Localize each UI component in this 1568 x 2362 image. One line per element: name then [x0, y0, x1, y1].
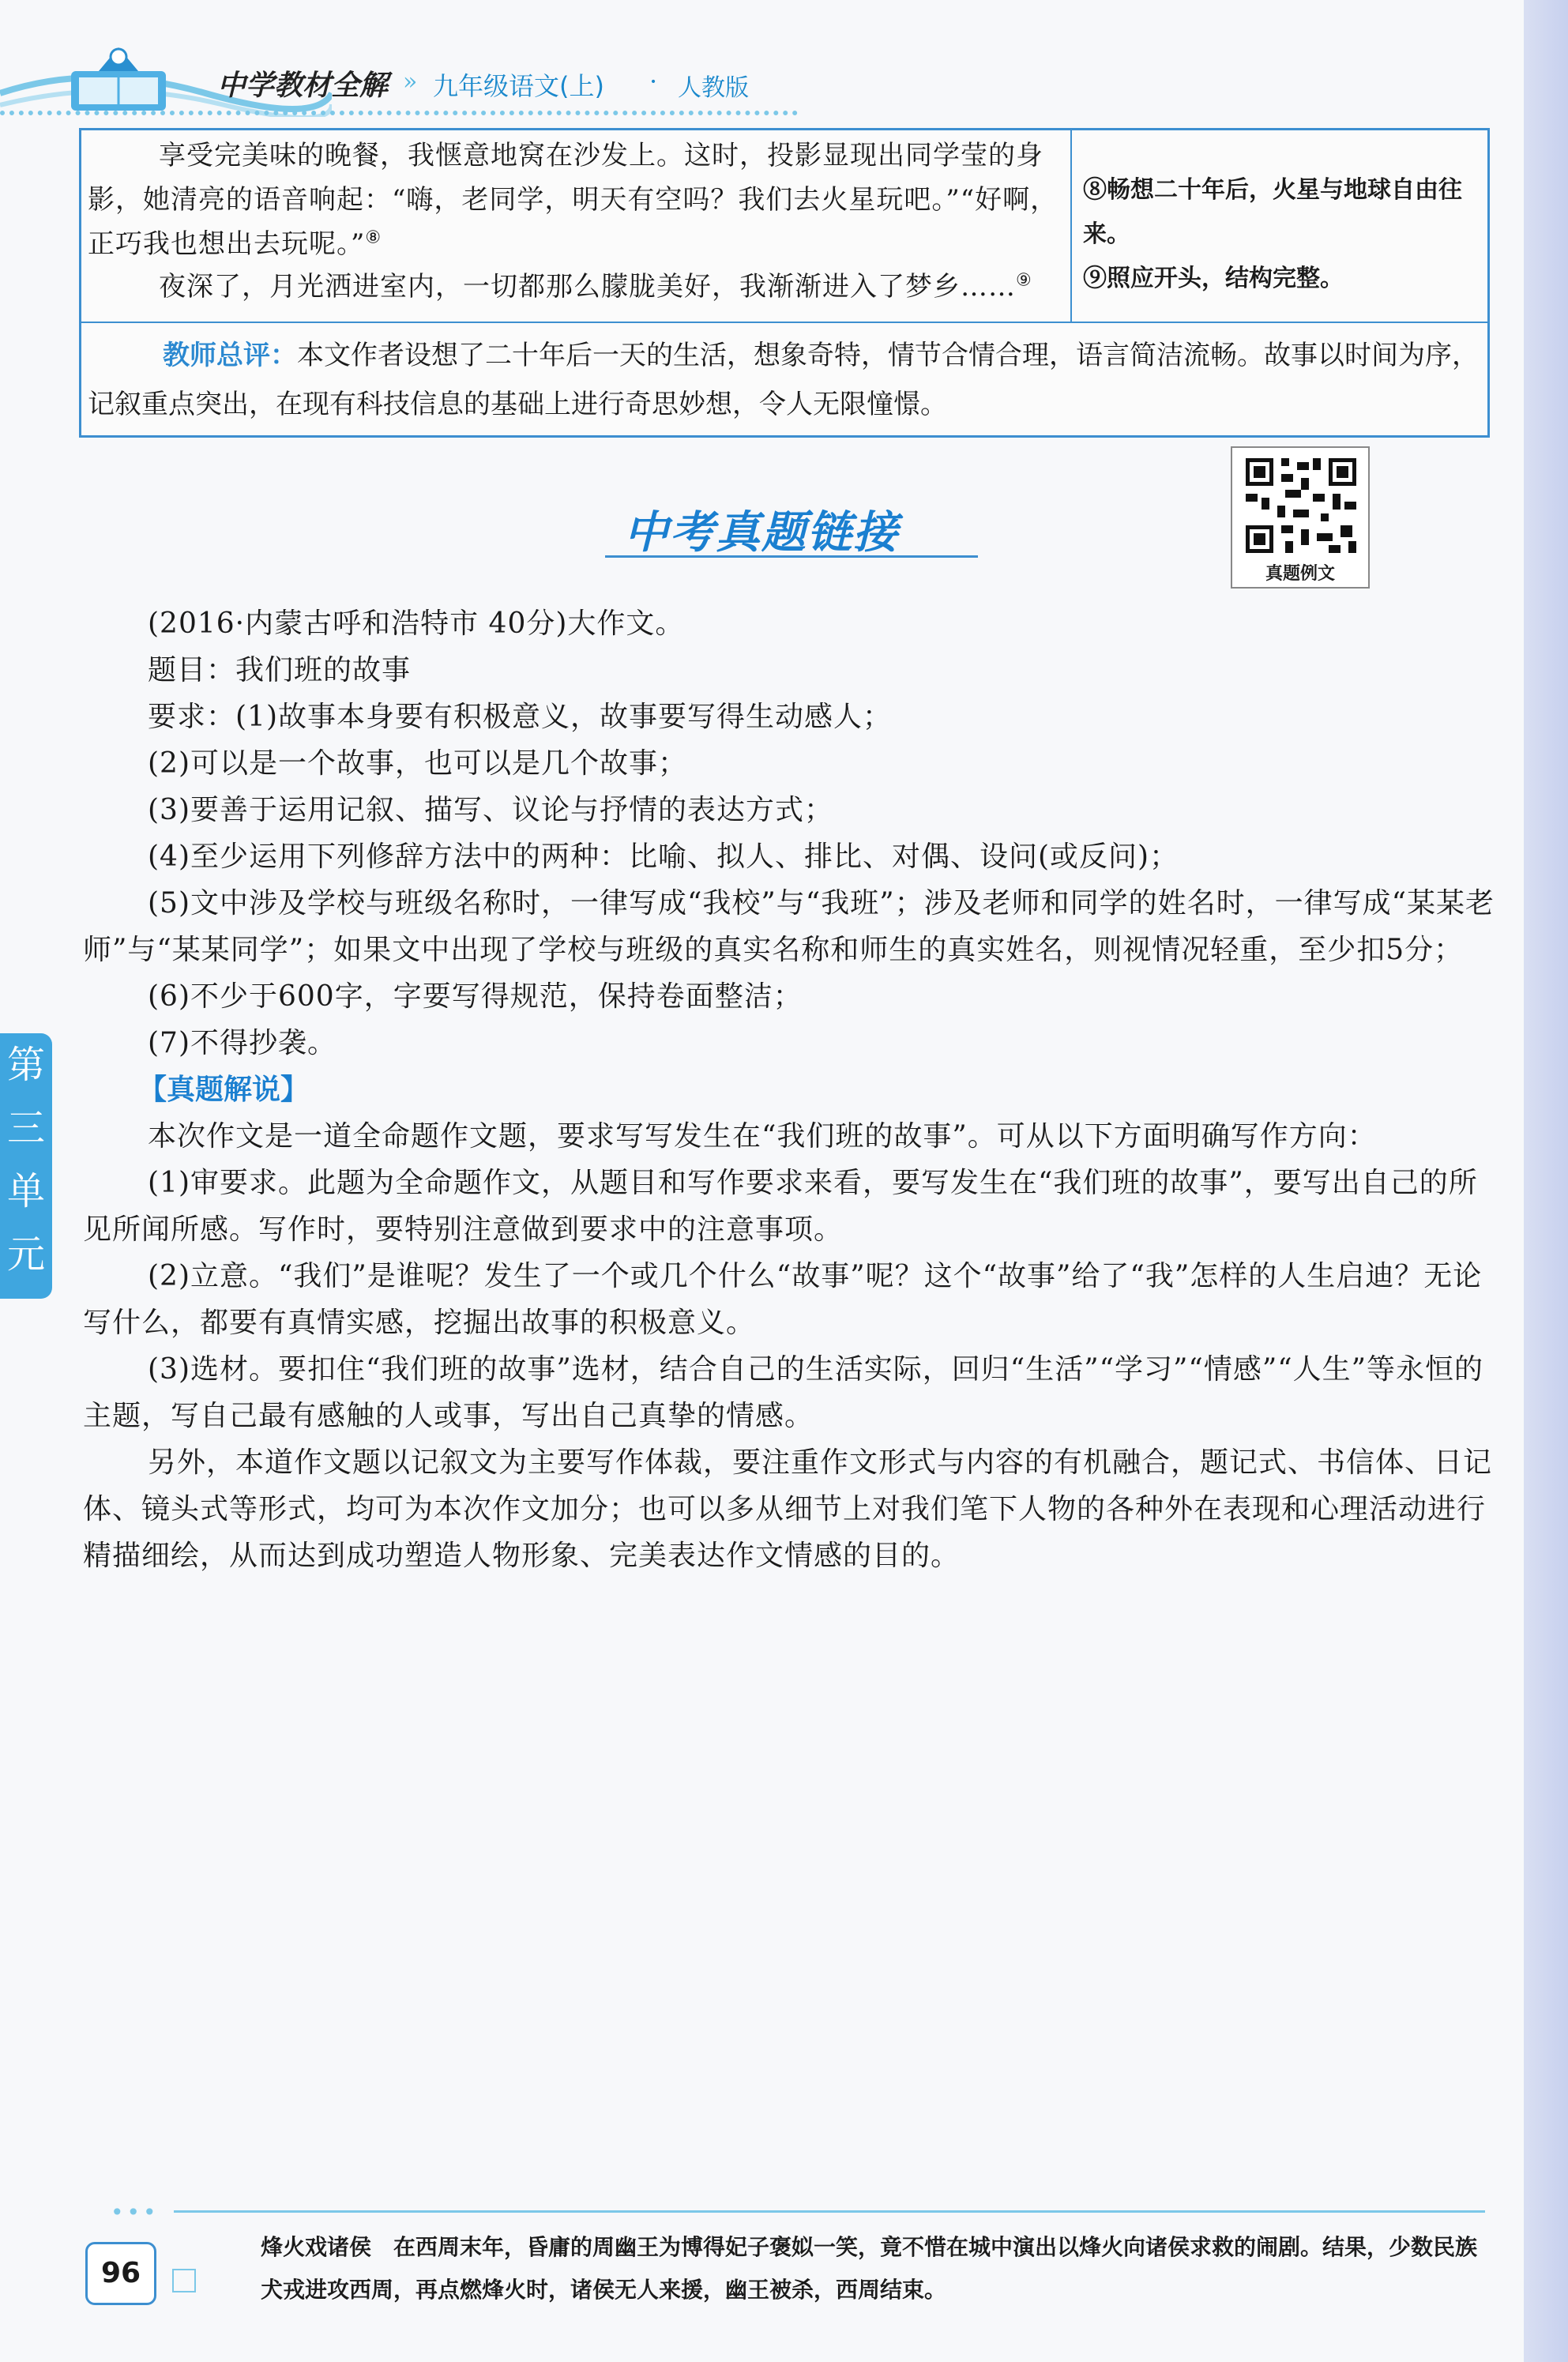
section-title: 中考真题链接 [624, 507, 899, 559]
page-number: 96 [85, 2242, 156, 2305]
unit-side-tab [0, 1033, 52, 1299]
essay-paragraph-text: 享受完美味的晚餐，我惬意地窝在沙发上。这时，投影显现出同学莹的身影，她清亮的语音响起：“嗨，老同学，明天有空吗？我们去火星玩吧。”“好啊，正巧我也想出去玩呢。” [88, 140, 1058, 260]
analysis-paragraph: 本次作文是一道全命题作文题，要求写写发生在“我们班的故事”。可从以下方面明确写作方向： [148, 1120, 1377, 1153]
book-subtitle: 九年级语文(上) [433, 71, 604, 101]
footer-story-title: 烽火戏诸侯 [261, 2234, 372, 2260]
footer-dots-decoration: ••• [111, 2199, 160, 2225]
footer-story [261, 2226, 1493, 2311]
margin-note: ⑧畅想二十年后，火星与地球自由往来。 [1083, 176, 1462, 248]
analysis-paragraph: 另外，本道作文题以记叙文为主要写作体裁，要注重作文形式与内容的有机融合，题记式、书信体、日记体、镜头式等形式，均可为本次作文加分；也可以多从细节上对我们笔下人物的各种外在表现和心理活动进行精描细绘，从而达到成功塑造人物形象、完美表达作文情感的目的。 [83, 1446, 1493, 1572]
essay-paragraph [88, 134, 1063, 266]
series-title: 中学教材全解 [217, 70, 389, 102]
section-title-underline [605, 555, 978, 558]
annotation-marker: ⑨ [1016, 270, 1032, 291]
requirement-item: 要求：(1)故事本身要有积极意义，故事要写得生动感人； [148, 701, 892, 733]
qr-caption: 真题例文 [1265, 564, 1335, 584]
footer-square-icon [172, 2269, 196, 2292]
question-source: (2016·内蒙古呼和浩特市 40分)大作文。 [148, 607, 685, 640]
page-edge-strip [1524, 0, 1568, 2362]
annotation-marker: ⑧ [365, 228, 382, 248]
requirement-item: (6)不少于600字，字要写得规范，保持卷面整洁； [148, 980, 803, 1013]
requirement-item: (7)不得抄袭。 [148, 1027, 337, 1059]
qr-code[interactable] [1231, 446, 1370, 589]
book-logo-icon [55, 32, 182, 118]
requirement-item: (3)要善于运用记叙、描写、议论与抒情的表达方式； [148, 794, 833, 826]
analysis-paragraph: (1)审要求。此题为全命题作文，从题目和写作要求来看，要写发生在“我们班的故事”，要写出自己的所见所闻所感。写作时，要特别注意做到要求中的注意事项。 [83, 1167, 1478, 1246]
unit-tab-char: 三 [6, 1106, 45, 1150]
requirement-item: (4)至少运用下列修辞方法中的两种：比喻、拟人、排比、对偶、设问(或反问)； [148, 841, 1179, 873]
margin-note: ⑨照应开头，结构完整。 [1083, 265, 1344, 292]
qr-code-icon [1242, 454, 1360, 557]
exam-question-section [83, 600, 1497, 1579]
analysis-paragraph: (3)选材。要扣住“我们班的故事”选材，结合自己的生活实际，回归“生活”“学习”“情感”“人生”等永恒的主题，写自己最有感触的人或事，写出自己真挚的情感。 [83, 1353, 1484, 1432]
footer-story-text: 在西周末年，昏庸的周幽王为博得妃子褒姒一笑，竟不惜在城中演出以烽火向诸侯求救的闹剧。结果，少数民族犬戎进攻西周，再点燃烽火时，诸侯无人来援，幽王被杀，西周结束。 [261, 2234, 1478, 2303]
teacher-comment-text: 本文作者设想了二十年后一天的生活，想象奇特，情节合情合理，语言简洁流畅。故事以时间为序，记叙重点突出，在现有科技信息的基础上进行奇思妙想，令人无限憧憬。 [88, 340, 1479, 420]
header-arrow: » [403, 68, 418, 96]
margin-notes [1083, 168, 1486, 301]
requirement-item: (5)文中涉及学校与班级名称时，一律写成“我校”与“我班”；涉及老师和同学的姓名时，一律写成“某某老师”与“某某同学”；如果文中出现了学校与班级的真实名称和师生的真实姓名，则视情况轻重，至少扣5分； [83, 887, 1495, 966]
book-edition: 人教版 [678, 74, 749, 102]
footer-rule [174, 2210, 1485, 2213]
unit-tab-char: 元 [6, 1232, 45, 1277]
essay-paragraph [88, 265, 1063, 309]
essay-paragraph-text: 夜深了，月光洒进室内，一切都那么朦胧美好，我渐渐进入了梦乡…… [159, 271, 1016, 303]
question-topic: 题目：我们班的故事 [148, 654, 412, 686]
unit-tab-char: 第 [6, 1043, 45, 1087]
analysis-heading: 【真题解说】 [138, 1074, 310, 1106]
page-header [0, 0, 1568, 126]
header-separator: · [649, 66, 658, 96]
teacher-comment-label: 教师总评： [163, 340, 297, 371]
analysis-paragraph: (2)立意。“我们”是谁呢？发生了一个或几个什么“故事”呢？这个“故事”给了“我”怎样的人生启迪？无论写什么，都要有真情实感，挖掘出故事的积极意义。 [83, 1260, 1483, 1339]
box-divider [81, 322, 1487, 323]
teacher-comment [88, 331, 1482, 429]
unit-tab-char: 单 [6, 1169, 45, 1213]
header-dotted-rule [0, 111, 798, 115]
essay-text-column [81, 130, 1072, 322]
requirement-item: (2)可以是一个故事，也可以是几个故事； [148, 747, 687, 780]
sample-essay-box [79, 128, 1490, 438]
